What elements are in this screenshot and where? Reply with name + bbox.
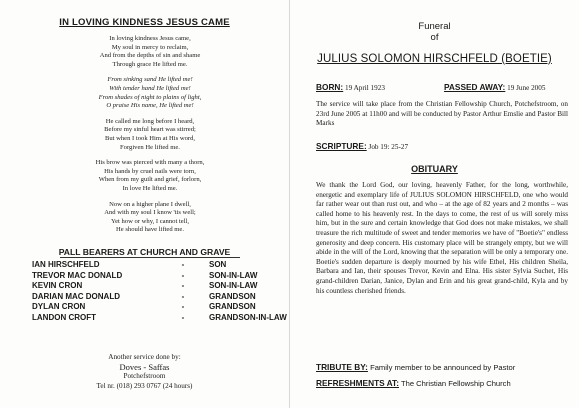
poem-line: When from my guilt and grief, forlorn, [98, 176, 202, 184]
service-line-3: Potchefstroom [123, 372, 166, 380]
poem-line: Through grace He lifted me. [112, 60, 188, 68]
right-page [290, 0, 579, 408]
poem-line: My soul in mercy to reclaim, [111, 43, 189, 51]
obituary-title: OBITUARY [411, 164, 458, 174]
poem-line: Yet how or why, I cannot tell, [110, 217, 190, 225]
poem-stanza [70, 159, 230, 193]
poem-title: IN LOVING KINDNESS JESUS CAME [59, 17, 230, 28]
pallbearer-row [32, 271, 299, 282]
passed-block [444, 82, 545, 92]
service-line-1: Another service done by: [108, 353, 181, 361]
poem-stanza [70, 201, 230, 235]
poem-stanza [70, 35, 230, 69]
pallbearer-row [32, 260, 299, 271]
pallbearer-dash: - [181, 281, 185, 290]
pallbearers-title: PALL BEARERS AT CHURCH AND GRAVE [58, 247, 231, 257]
pallbearer-dash: - [181, 291, 185, 301]
poem-line: With tender hand He lifted me! [109, 84, 191, 92]
tribute-row [316, 362, 576, 372]
pallbearer-relation: GRANDSON [209, 291, 256, 301]
scripture-value: Job 19: 25-27 [368, 143, 409, 151]
poem-line: But when I took Him at His word, [104, 134, 196, 142]
pallbearer-name: DYLAN CRON [32, 302, 86, 311]
poem-line: His hands by cruel nails were torn, [104, 167, 196, 175]
tribute-label: TRIBUTE BY: [316, 362, 368, 372]
pallbearer-row [32, 292, 299, 303]
funeral-word: Funeral [418, 21, 451, 32]
poem-line: Before my sinful heart was stirred; [104, 126, 196, 134]
passed-label: PASSED AWAY: [444, 82, 506, 92]
pallbearer-relation: GRANDSON [209, 302, 256, 311]
pallbearer-row [32, 313, 299, 324]
pallbearer-relation: SON-IN-LAW [209, 281, 258, 290]
pallbearer-row [32, 302, 299, 313]
funeral-service-provider [0, 353, 289, 391]
poem-line: In love He lifted me. [122, 184, 178, 192]
refreshments-label: REFRESHMENTS AT: [316, 378, 399, 388]
pallbearer-relation: GRANDSON-IN-LAW [209, 312, 287, 322]
service-line-4: Tel nr. (018) 293 0767 (24 hours) [96, 381, 193, 390]
deceased-name: JULIUS SOLOMON HIRSCHFELD (BOETIE) [317, 53, 552, 65]
service-line-2: Doves - Saffas [119, 361, 170, 372]
pallbearer-name: DARIAN MAC DONALD [32, 291, 120, 301]
poem [70, 35, 230, 242]
poem-line: From shades of night to plains of light, [98, 93, 202, 101]
obituary-text: We thank the Lord God, our loving, heavenly Father, for the long, worthwhile, energetic and exemplary life of JULIUS SOLOMON HIRSCHFELD, one who would far rather wear out than rust out, and who – at the age of 82 years and 2 months – was called home to his heavenly rest. In the days to come, the rest of us will sorely miss him, but in the sure and certain knowledge that God does not make mistakes, we shall treasure the rich multitude of sweet and tender memories we have of "Boetie's" endless generosity and deep concern. His customary place will be strangely empty, but we will abide in the will of the Lord, knowing that the separation will be only a temporary one. Boetie's sudden departure is deeply mourned by his wife Ethel, His children Sheila, Barbara and Ian, their spouses Trevor, Kevin and Elna. His sister Sylvia Suchet, His grand-children Darian, Janice, Dylan and Erin and his great grand-child, Kyla and by his countless cherished friends. [316, 181, 568, 295]
pallbearer-relation: SON [209, 260, 227, 269]
poem-line: From sinking sand He lifted me! [107, 76, 193, 84]
pallbearer-name: IAN HIRSCHFELD [32, 260, 100, 269]
tribute-value: Family member to be announced by Pastor [370, 363, 516, 372]
pallbearer-dash: - [181, 312, 185, 322]
refreshments-value: The Christian Fellowship Church [400, 379, 511, 388]
born-label: BORN: [316, 82, 344, 92]
poem-line: He should have lifted me. [116, 226, 184, 234]
poem-line: Now on a higher plane I dwell, [109, 200, 191, 208]
poem-line: He called me long before I heard, [105, 117, 195, 125]
service-details: The service will take place from the Christian Fellowship Church, Potchefstroom, on 23rd June 2005 at 11h00 and will be conducted by Pastor Arthur Emslie and Pastor Bill Marks [316, 100, 568, 128]
poem-stanza [70, 118, 230, 152]
poem-line: And from the depths of sin and shame [99, 52, 201, 60]
dates-row [316, 82, 566, 92]
poem-line: His brow was pierced with many a thorn, [95, 159, 205, 167]
scripture-label: SCRIPTURE: [316, 141, 367, 151]
funeral-heading [290, 21, 579, 43]
poem-line: Forgiven He lifted me. [120, 143, 180, 151]
pallbearer-relation: SON-IN-LAW [209, 270, 258, 280]
born-value: 19 April 1923 [345, 84, 385, 92]
pallbearer-dash: - [181, 260, 185, 269]
refreshments-row [316, 378, 576, 388]
pallbearers-rule [60, 257, 240, 258]
pallbearer-name: LANDON CROFT [32, 312, 96, 322]
passed-value: 19 June 2005 [507, 84, 546, 92]
pallbearer-dash: - [181, 302, 185, 311]
poem-stanza [70, 76, 230, 110]
pallbearer-name: TREVOR MAC DONALD [32, 270, 123, 280]
pallbearer-row [32, 281, 299, 292]
pallbearers-list [32, 260, 299, 323]
pallbearer-dash: - [181, 270, 185, 280]
born-block [316, 84, 385, 92]
poem-line: And with my soul I know 'tis well; [104, 209, 196, 217]
poem-line: In loving kindness Jesus came, [109, 35, 191, 42]
poem-line: O praise His name, He lifted me! [106, 102, 194, 110]
of-word: of [430, 32, 439, 43]
scripture-row [316, 141, 408, 151]
pallbearer-name: KEVIN CRON [32, 281, 83, 290]
